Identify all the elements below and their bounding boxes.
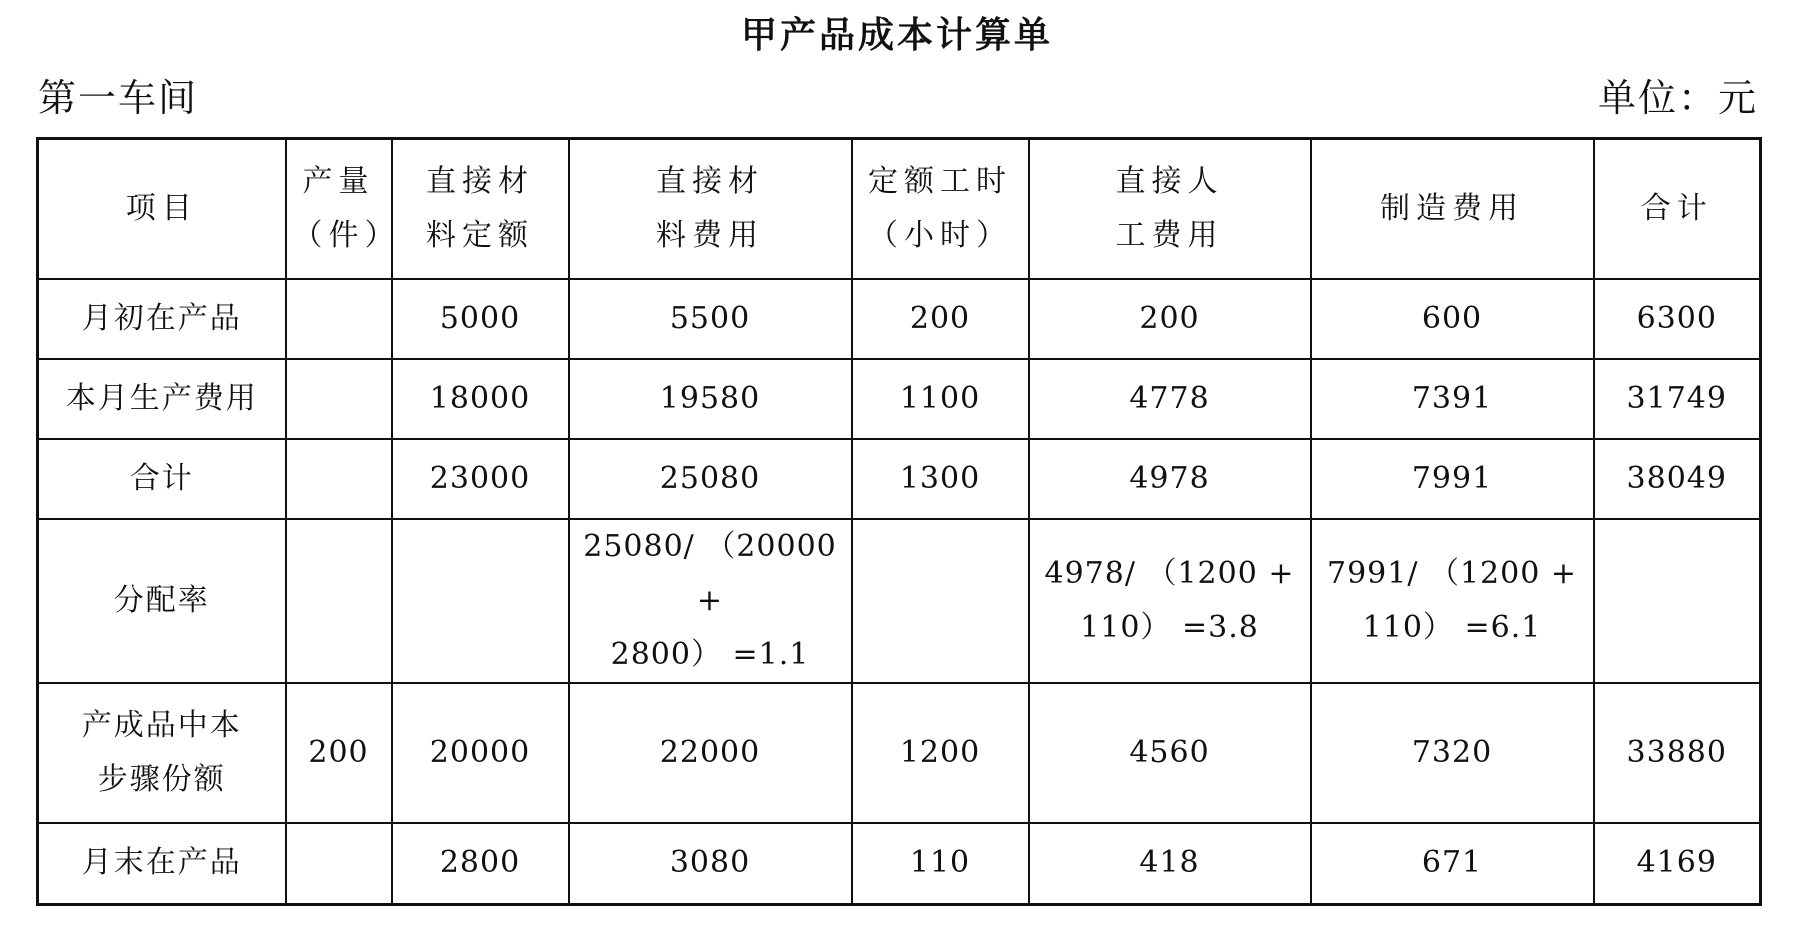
cell-total: 38049	[1594, 439, 1761, 519]
cell-total: 31749	[1594, 359, 1761, 439]
row-label: 合计	[38, 439, 286, 519]
header-quota-hours: 定额工时 （小时）	[852, 139, 1029, 279]
cell-quantity	[286, 359, 392, 439]
cell-total: 4169	[1594, 823, 1761, 905]
header-manufacturing-cost: 制造费用	[1311, 139, 1594, 279]
cell-quantity	[286, 823, 392, 905]
cell-quota-hours: 1100	[852, 359, 1029, 439]
table-row	[38, 823, 1761, 905]
cell-manufacturing-cost: 671	[1311, 823, 1594, 905]
cell-quota-hours: 1200	[852, 683, 1029, 823]
cell-manufacturing-cost: 7991	[1311, 439, 1594, 519]
cell-material-cost: 25080/ （20000 + 2800） =1.1	[569, 519, 852, 683]
table-row	[38, 519, 1761, 683]
row-label: 月初在产品	[38, 279, 286, 359]
row-label: 本月生产费用	[38, 359, 286, 439]
cell-quantity	[286, 439, 392, 519]
row-label: 分配率	[38, 519, 286, 683]
table-row	[38, 359, 1761, 439]
cell-material-quota: 23000	[392, 439, 569, 519]
cell-manufacturing-cost: 7991/ （1200 + 110） =6.1	[1311, 519, 1594, 683]
cell-labor-cost: 4978/ （1200 + 110） =3.8	[1029, 519, 1311, 683]
table-row	[38, 439, 1761, 519]
table-header-row	[38, 139, 1761, 279]
workshop-label: 第一车间	[38, 76, 199, 120]
table-row	[38, 279, 1761, 359]
cell-labor-cost: 4778	[1029, 359, 1311, 439]
cell-total	[1594, 519, 1761, 683]
cell-material-cost: 22000	[569, 683, 852, 823]
header-item: 项目	[38, 139, 286, 279]
unit-label: 单位：元	[1597, 76, 1758, 120]
cell-total: 6300	[1594, 279, 1761, 359]
cell-labor-cost: 4978	[1029, 439, 1311, 519]
cell-manufacturing-cost: 600	[1311, 279, 1594, 359]
header-total: 合计	[1594, 139, 1761, 279]
cost-calculation-table	[36, 137, 1762, 906]
cell-material-quota: 18000	[392, 359, 569, 439]
cell-material-quota	[392, 519, 569, 683]
header-labor-cost: 直接人 工费用	[1029, 139, 1311, 279]
cell-manufacturing-cost: 7320	[1311, 683, 1594, 823]
document-title: 甲产品成本计算单	[740, 15, 1053, 56]
cell-quantity: 200	[286, 683, 392, 823]
cell-material-quota: 20000	[392, 683, 569, 823]
cell-labor-cost: 418	[1029, 823, 1311, 905]
cell-manufacturing-cost: 7391	[1311, 359, 1594, 439]
cell-quantity	[286, 519, 392, 683]
row-label: 产成品中本 步骤份额	[38, 683, 286, 823]
cell-quota-hours	[852, 519, 1029, 683]
cell-material-cost: 19580	[569, 359, 852, 439]
header-material-cost: 直接材 料费用	[569, 139, 852, 279]
cell-quota-hours: 1300	[852, 439, 1029, 519]
cell-material-cost: 5500	[569, 279, 852, 359]
row-label: 月末在产品	[38, 823, 286, 905]
cell-quantity	[286, 279, 392, 359]
header-quantity: 产量 （件）	[286, 139, 392, 279]
cell-material-cost: 25080	[569, 439, 852, 519]
cell-quota-hours: 110	[852, 823, 1029, 905]
cell-material-quota: 2800	[392, 823, 569, 905]
cell-labor-cost: 200	[1029, 279, 1311, 359]
cell-quota-hours: 200	[852, 279, 1029, 359]
table-row	[38, 683, 1761, 823]
cell-material-quota: 5000	[392, 279, 569, 359]
header-material-quota: 直接材 料定额	[392, 139, 569, 279]
cell-material-cost: 3080	[569, 823, 852, 905]
cell-total: 33880	[1594, 683, 1761, 823]
cell-labor-cost: 4560	[1029, 683, 1311, 823]
